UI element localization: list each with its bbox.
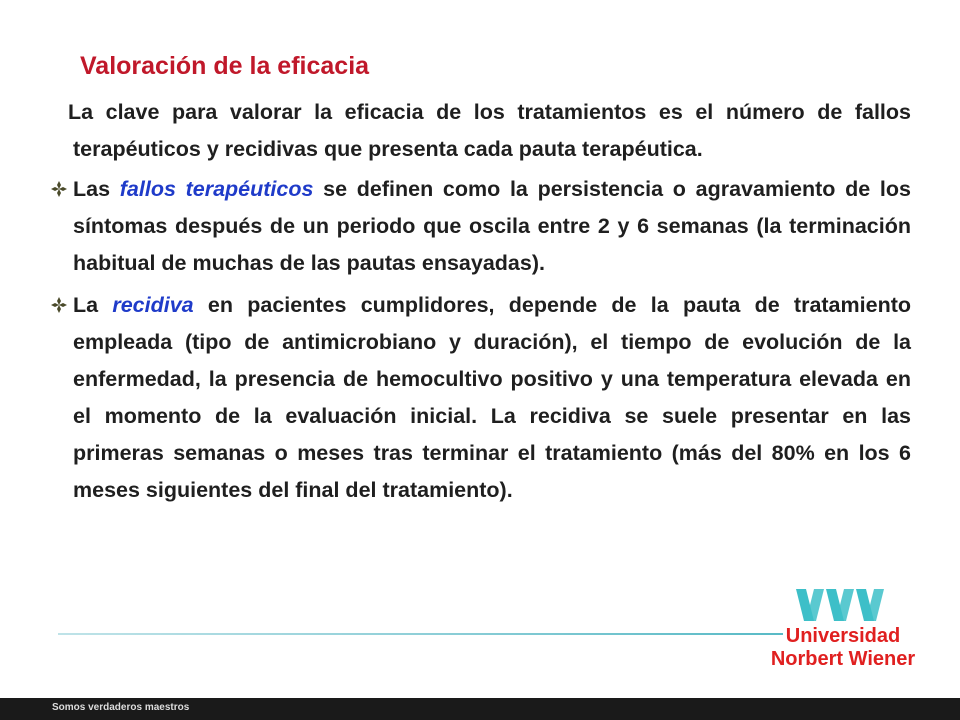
bullet-item-fallos xyxy=(48,171,911,282)
footer-bar xyxy=(0,698,960,720)
university-logo xyxy=(758,585,928,685)
bullet-lead: Las xyxy=(73,177,120,201)
diamond-bullet-icon xyxy=(51,181,67,197)
bullet-emphasis: recidiva xyxy=(112,293,194,317)
bullet-text: en pacientes cumplidores, depende de la pauta de tratamiento empleada (tipo de antimicrobiano y duración), el tiempo de evolución de la enfermedad, la presencia de hemocultivo positivo y una temperatura elevada en el momento de la evaluación inicial. La recidiva se suele presentar en las primeras semanas o meses tras terminar el tratamiento (más del 80% en los 6 meses siguientes del final del tratamiento). xyxy=(73,293,911,502)
bullet-emphasis: fallos terapéuticos xyxy=(119,177,314,201)
footer-tagline: Somos verdaderos maestros xyxy=(52,702,190,713)
slide-title: Valoración de la eficacia xyxy=(80,52,370,80)
diamond-bullet-icon xyxy=(51,297,67,313)
logo-text xyxy=(758,625,928,671)
logo-line-1: Universidad xyxy=(785,625,901,647)
intro-paragraph: La clave para valorar la eficacia de los tratamientos es el número de fallos terapéuticos y recidivas que presenta cada pauta terapéutica. xyxy=(68,100,911,161)
logo-mark-icon xyxy=(758,585,928,625)
logo-line-2: Norbert Wiener xyxy=(770,648,916,670)
bullet-lead: La xyxy=(73,293,113,317)
divider-line xyxy=(58,633,783,635)
bullet-item-recidiva xyxy=(48,287,911,509)
bullet-text: se definen como la persistencia o agravamiento de los síntomas después de un periodo que oscila entre 2 y 6 semanas (la terminación habitual de muchas de las pautas ensayadas). xyxy=(73,177,911,275)
slide-body xyxy=(48,94,911,514)
